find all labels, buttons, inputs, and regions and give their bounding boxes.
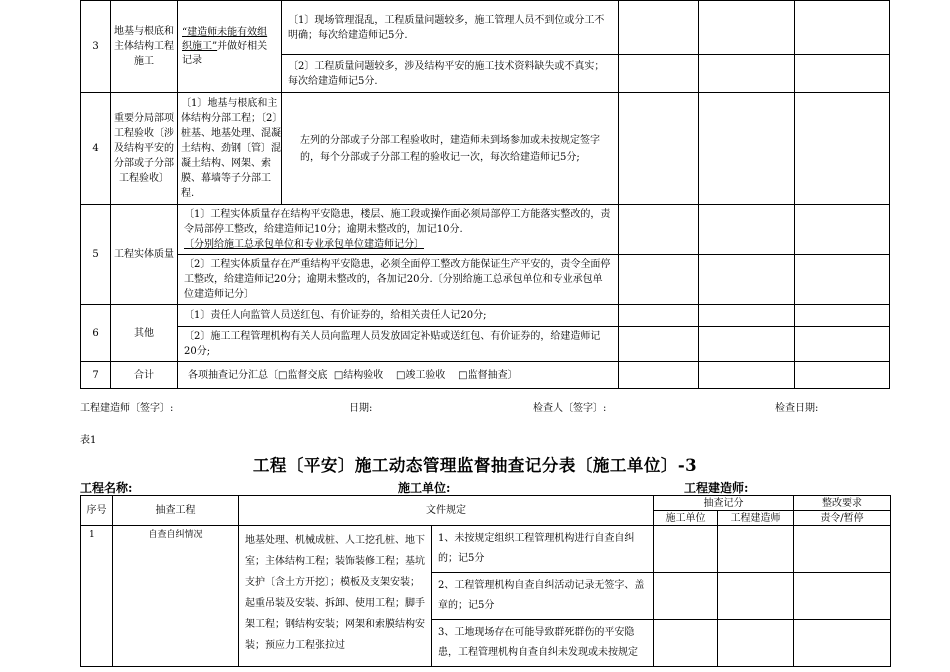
project-name-field[interactable] bbox=[80, 479, 372, 496]
criterion-text: 2、工程管理机构自查自纠活动记录无签字、盖章的；记5分 bbox=[432, 573, 654, 620]
rule-text-note: 〔分别给施工总承包单位和专业承包单位建造师记分〕 bbox=[184, 239, 424, 250]
rule-text: 左列的分部或子分部工程验收时，建造师未到场参加或未按规定签字的，每个分部或子分部工程的验收记一次，每次给建造师记5分; bbox=[282, 93, 619, 205]
check-project: 自查自纠情况 bbox=[113, 526, 239, 667]
table-number: 表1 bbox=[80, 435, 97, 446]
score-cell[interactable] bbox=[699, 327, 795, 362]
score-cell[interactable] bbox=[795, 205, 890, 255]
project-name-input[interactable] bbox=[132, 482, 372, 496]
rectify-order-header: 责令/暂停 bbox=[794, 511, 891, 526]
score-cell[interactable] bbox=[654, 526, 718, 573]
score-cell[interactable] bbox=[699, 205, 795, 255]
rectify-cell[interactable] bbox=[794, 620, 891, 667]
rule-text: 〔2〕工程实体质量存在严重结构平安隐患，必须全面停工整改方能保证生产平安的，责令全面停工整改，给建造师记20分；逾期未整改的，各加记20分.〔分别给施工总承包单位和专业承包单位建造师记分〕 bbox=[178, 255, 619, 305]
rule-text: 〔2〕施工工程管理机构有关人员向监理人员发放固定补贴或送红包、有价证券的，给建造师记20分; bbox=[178, 327, 619, 362]
score-cell[interactable] bbox=[795, 93, 890, 205]
summary-prefix: 各项抽查记分汇总〔 bbox=[188, 369, 278, 381]
summary-suffix: 〕 bbox=[507, 369, 518, 381]
check-project: 地基与根底和主体结构工程施工 bbox=[111, 1, 178, 93]
score-cell[interactable] bbox=[718, 573, 794, 620]
construction-unit-field[interactable] bbox=[398, 479, 668, 496]
sub-project: 〔1〕地基与根底和主体结构分部工程；〔2〕桩基、地基处理、混凝土结构、劲钢〔管〕混凝土结构、网架、索膜、幕墙等子分部工程. bbox=[178, 93, 282, 205]
table-row bbox=[81, 255, 890, 305]
rectify-group-header: 整改要求 bbox=[794, 496, 891, 511]
header-row bbox=[81, 496, 891, 511]
score-cell[interactable] bbox=[795, 55, 890, 93]
score-cell[interactable] bbox=[699, 362, 795, 389]
check-project: 重要分局部项工程验收〔涉及结构平安的分部或子分部工程验收〕 bbox=[111, 93, 178, 205]
category-list: 地基处理、机械成桩、人工挖孔桩、地下室；主体结构工程；装饰装修工程；基坑支护〔含土方开挖〕；模板及支架安装；起重吊装及安装、拆卸、使用工程；脚手架工程；钢结构安装；网架和索膜结构安装；预应力工程张拉过 bbox=[239, 526, 432, 667]
row-number: 3 bbox=[81, 1, 111, 93]
table-row bbox=[81, 305, 890, 327]
top-score-table bbox=[80, 0, 890, 389]
builder-signature-label: 工程建造师〔签字〕: bbox=[80, 403, 174, 414]
rule-text bbox=[178, 205, 619, 255]
rule-text: 〔1〕现场管理混乱，工程质量问题较多，施工管理人员不到位或分工不明确；每次给建造师记5分. bbox=[282, 1, 619, 55]
table-row bbox=[81, 327, 890, 362]
score-cell[interactable] bbox=[718, 620, 794, 667]
score-cell[interactable] bbox=[699, 255, 795, 305]
project-name-label: 工程名称: bbox=[80, 481, 133, 495]
check-project: 其他 bbox=[111, 305, 178, 362]
summary-text bbox=[178, 362, 619, 389]
page-title: 工程〔平安〕施工动态管理监督抽查记分表〔施工单位〕-3 bbox=[252, 456, 698, 475]
rectify-cell[interactable] bbox=[794, 573, 891, 620]
score-unit-header: 施工单位 bbox=[654, 511, 718, 526]
score-cell[interactable] bbox=[619, 205, 699, 255]
row-number: 5 bbox=[81, 205, 111, 305]
score-cell[interactable] bbox=[619, 55, 699, 93]
summary-checkbox[interactable]: □监督抽查 bbox=[458, 369, 508, 381]
construction-unit-input[interactable] bbox=[450, 482, 668, 496]
builder-label: 工程建造师: bbox=[684, 481, 749, 495]
sub-project bbox=[178, 1, 282, 93]
row-number: 1 bbox=[81, 526, 113, 667]
score-cell[interactable] bbox=[699, 1, 795, 55]
score-cell[interactable] bbox=[795, 362, 890, 389]
score-cell[interactable] bbox=[619, 362, 699, 389]
check-project: 合计 bbox=[111, 362, 178, 389]
table-row bbox=[81, 362, 890, 389]
check-project: 工程实体质量 bbox=[111, 205, 178, 305]
score-cell[interactable] bbox=[699, 55, 795, 93]
construction-unit-label: 施工单位: bbox=[398, 481, 451, 495]
sub-project-quote: “建造师未能有效组织施工” bbox=[182, 26, 268, 52]
score-cell[interactable] bbox=[619, 305, 699, 327]
score-cell[interactable] bbox=[619, 93, 699, 205]
criterion-text: 3、工地现场存在可能导致群死群伤的平安隐患，工程管理机构自查自纠未发现或未按规定 bbox=[432, 620, 654, 667]
score-cell[interactable] bbox=[619, 1, 699, 55]
criterion-text: 1、未按规定组织工程管理机构进行自查自纠的；记5分 bbox=[432, 526, 654, 573]
score-cell[interactable] bbox=[619, 255, 699, 305]
row-number: 6 bbox=[81, 305, 111, 362]
score-cell[interactable] bbox=[699, 93, 795, 205]
rule-text: 〔1〕责任人向监管人员送红包、有价证券的，给相关责任人记20分; bbox=[178, 305, 619, 327]
summary-checkbox[interactable]: □监督交底 bbox=[278, 369, 328, 381]
score-cell[interactable] bbox=[619, 327, 699, 362]
score-cell[interactable] bbox=[654, 620, 718, 667]
rectify-cell[interactable] bbox=[794, 526, 891, 573]
date-label: 日期: bbox=[349, 403, 373, 414]
inspection-date-label: 检查日期: bbox=[775, 403, 819, 414]
score-group-header: 抽查记分 bbox=[654, 496, 794, 511]
document-header: 文件规定 bbox=[239, 496, 654, 526]
inspector-signature-label: 检查人〔签字〕: bbox=[533, 403, 607, 414]
score-cell[interactable] bbox=[795, 1, 890, 55]
score-builder-header: 工程建造师 bbox=[718, 511, 794, 526]
table-row bbox=[81, 526, 891, 573]
table-row bbox=[81, 93, 890, 205]
score-cell[interactable] bbox=[795, 327, 890, 362]
score-cell[interactable] bbox=[699, 305, 795, 327]
score-cell[interactable] bbox=[718, 526, 794, 573]
check-project-header: 抽查工程 bbox=[113, 496, 239, 526]
row-number: 7 bbox=[81, 362, 111, 389]
row-number: 4 bbox=[81, 93, 111, 205]
score-cell[interactable] bbox=[654, 573, 718, 620]
table-row bbox=[81, 1, 890, 55]
builder-input[interactable] bbox=[748, 482, 868, 496]
summary-checkbox[interactable]: □结构验收 bbox=[333, 369, 384, 381]
sub-project-rest: 并做好相关记录 bbox=[182, 40, 268, 66]
rule-text-main: 〔1〕工程实体质量存在结构平安隐患，楼层、施工段或操作面必须局部停工方能落实整改的，责令局部停工整改，给建造师记10分；逾期未整改的，加记10分. bbox=[184, 209, 611, 235]
seq-header: 序号 bbox=[81, 496, 113, 526]
builder-field[interactable] bbox=[684, 479, 868, 496]
rule-text: 〔2〕工程质量问题较多，涉及结构平安的施工技术资料缺失或不真实；每次给建造师记5分. bbox=[282, 55, 619, 93]
score-cell[interactable] bbox=[795, 255, 890, 305]
table-row bbox=[81, 205, 890, 255]
summary-checkbox[interactable]: □竣工验收 bbox=[395, 369, 446, 381]
bottom-score-table bbox=[80, 495, 891, 667]
score-cell[interactable] bbox=[795, 305, 890, 327]
